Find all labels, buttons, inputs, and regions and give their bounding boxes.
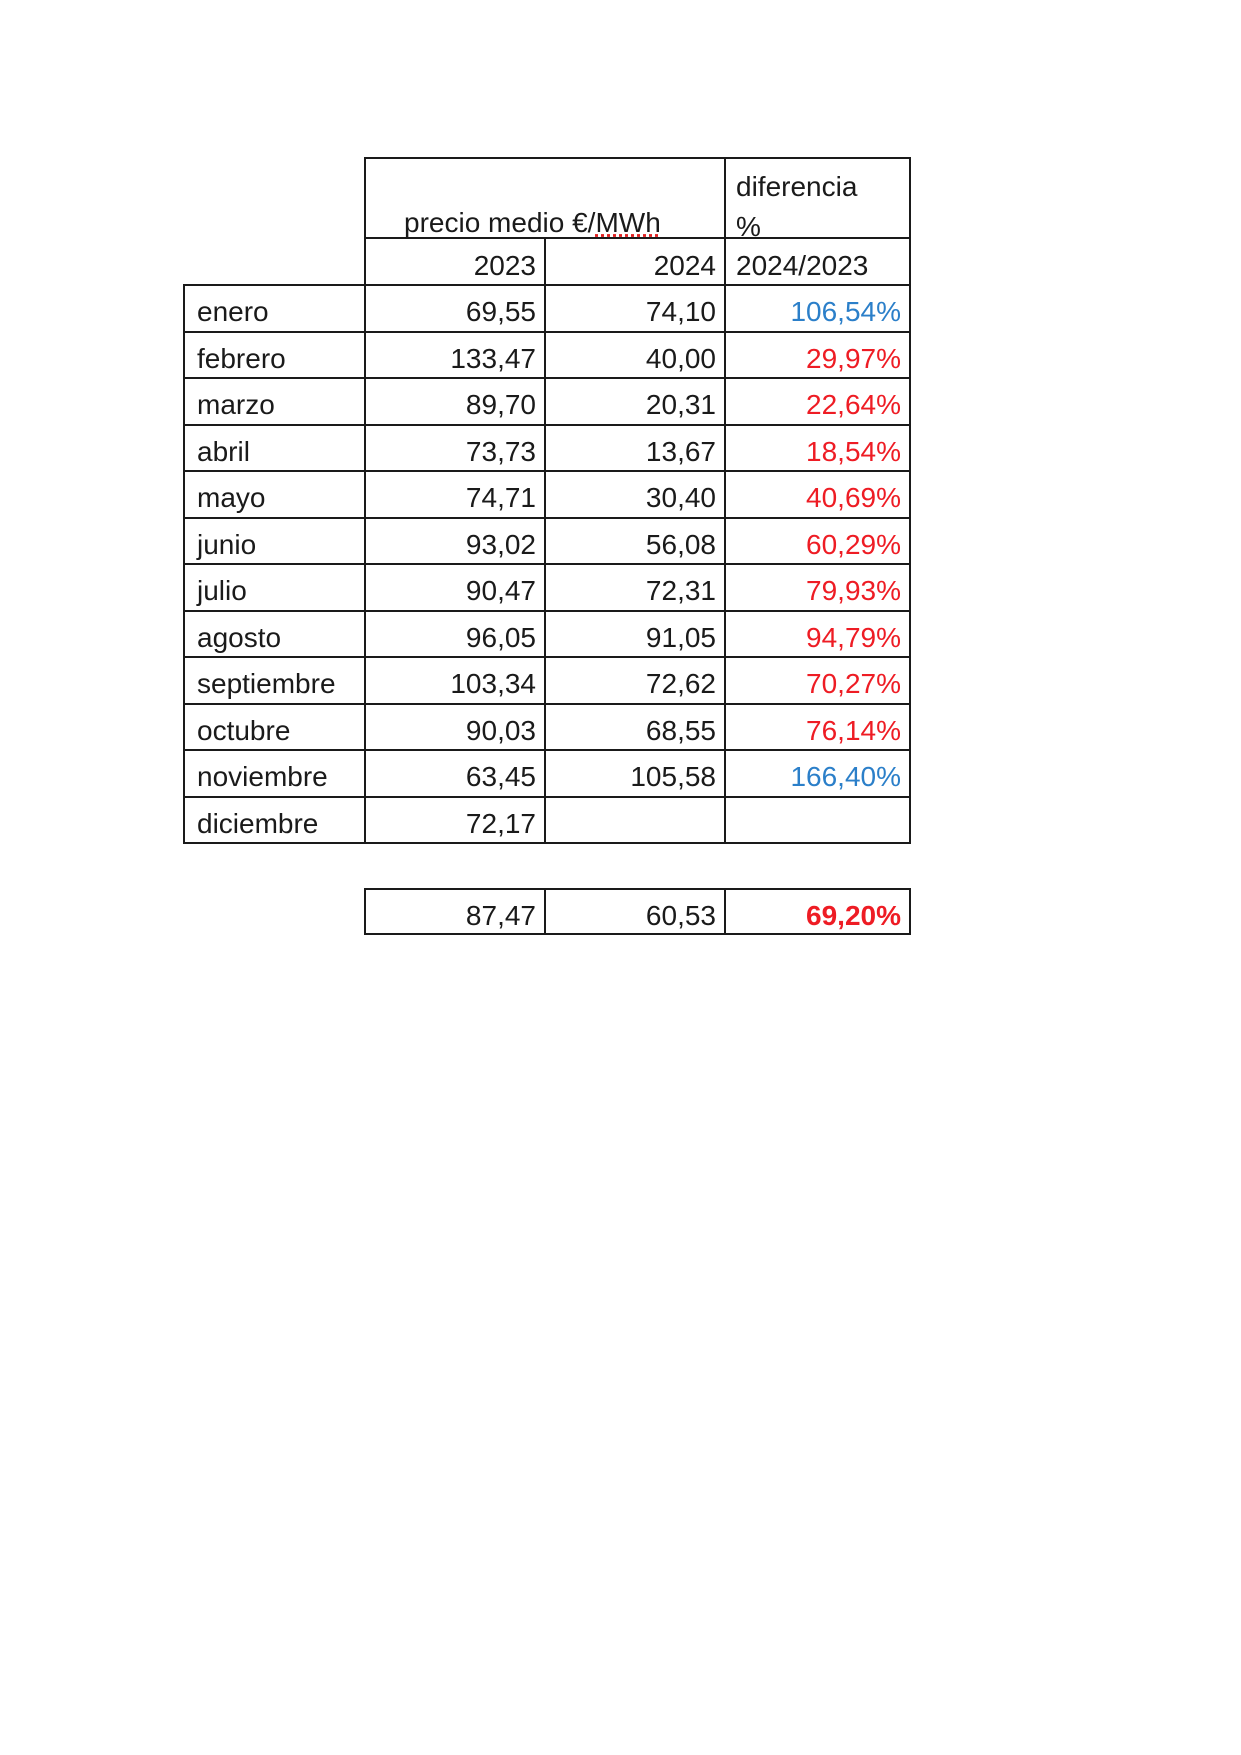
month-cell: diciembre	[183, 796, 366, 844]
month-cell: julio	[183, 563, 366, 612]
diff-cell: 70,27%	[724, 656, 911, 705]
price-header-unit: MWh	[595, 207, 661, 238]
diff-header-cell	[724, 157, 911, 242]
diff-cell: 166,40%	[724, 749, 911, 798]
ratio-header: 2024/2023	[724, 237, 911, 286]
month-cell: febrero	[183, 331, 366, 379]
price-2023-cell: 73,73	[364, 424, 546, 472]
diff-cell: 18,54%	[724, 424, 911, 472]
price-2024-cell: 91,05	[544, 610, 726, 658]
month-cell: mayo	[183, 470, 366, 519]
price-2023-cell: 74,71	[364, 470, 546, 519]
month-cell: junio	[183, 517, 366, 565]
diff-cell: 94,79%	[724, 610, 911, 658]
month-cell: agosto	[183, 610, 366, 658]
diff-cell: 40,69%	[724, 470, 911, 519]
price-2023-cell: 90,47	[364, 563, 546, 612]
price-2024-cell: 40,00	[544, 331, 726, 379]
month-cell: septiembre	[183, 656, 366, 705]
price-2024-cell	[544, 796, 726, 844]
diff-cell: 29,97%	[724, 331, 911, 379]
year-2023-header: 2023	[364, 237, 546, 286]
price-2024-cell: 20,31	[544, 377, 726, 426]
price-2023-cell: 69,55	[364, 284, 546, 333]
price-header-title: precio medio €/	[404, 207, 596, 238]
diff-cell: 60,29%	[724, 517, 911, 565]
diff-cell: 22,64%	[724, 377, 911, 426]
price-header-cell	[364, 157, 726, 239]
month-cell: octubre	[183, 703, 366, 751]
price-2023-cell: 63,45	[364, 749, 546, 798]
price-2024-cell: 68,55	[544, 703, 726, 751]
price-2024-cell: 72,62	[544, 656, 726, 705]
month-cell: marzo	[183, 377, 366, 426]
price-2024-cell: 74,10	[544, 284, 726, 333]
price-2023-cell: 96,05	[364, 610, 546, 658]
price-2023-cell: 72,17	[364, 796, 546, 844]
diff-cell: 106,54%	[724, 284, 911, 333]
diff-header-line1: diferencia	[736, 171, 858, 202]
price-2023-cell: 93,02	[364, 517, 546, 565]
diff-header-line2: %	[736, 211, 761, 242]
price-2024-cell: 105,58	[544, 749, 726, 798]
diff-cell: 76,14%	[724, 703, 911, 751]
total-2024: 60,53	[544, 888, 726, 935]
price-2023-cell: 89,70	[364, 377, 546, 426]
year-2024-header: 2024	[544, 237, 726, 286]
price-2023-cell: 90,03	[364, 703, 546, 751]
diff-cell: 79,93%	[724, 563, 911, 612]
price-2024-cell: 56,08	[544, 517, 726, 565]
total-diff: 69,20%	[724, 888, 911, 935]
month-cell: enero	[183, 284, 366, 333]
price-2023-cell: 133,47	[364, 331, 546, 379]
total-2023: 87,47	[364, 888, 546, 935]
month-cell: abril	[183, 424, 366, 472]
diff-cell	[724, 796, 911, 844]
month-cell: noviembre	[183, 749, 366, 798]
price-2024-cell: 13,67	[544, 424, 726, 472]
price-2024-cell: 72,31	[544, 563, 726, 612]
price-2023-cell: 103,34	[364, 656, 546, 705]
price-2024-cell: 30,40	[544, 470, 726, 519]
